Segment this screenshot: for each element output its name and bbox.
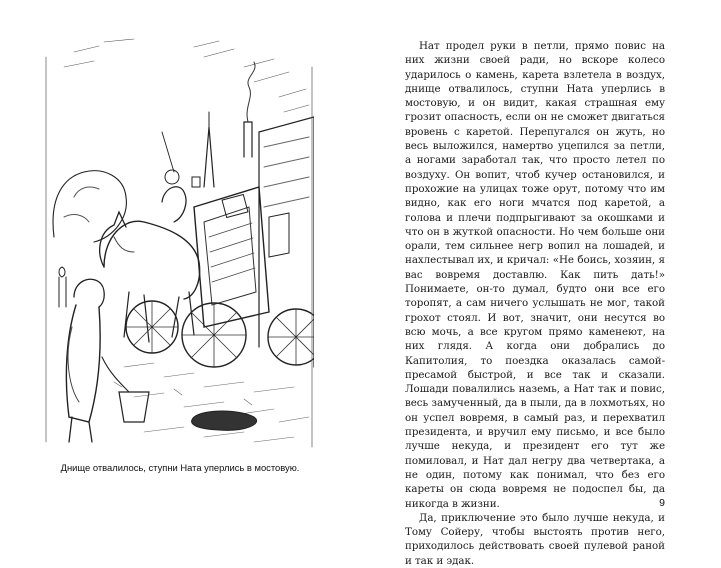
illustration-caption: Днище отвалилось, ступни Ната уперлись в мостовую. <box>60 462 300 473</box>
book-illustration-carriage-icon <box>44 37 314 453</box>
paragraph: Да, приключение это было лучше некуда, и Тому Сойеру, чтобы выстоять против него, приходилось действовать своей пулевой раной и так и эдак. <box>405 511 665 567</box>
text-column <box>405 39 665 568</box>
paragraph: Нат продел руки в петли, прямо повис на них жизни своей ради, но вскоре колесо ударилось о камень, карета взлетела в воздух, днище отвалилось, ступни Ната уперлись в мостовую, и он видит, какая страшная ему грозит опасность, если он не сможет двигаться вровень с каретой. Перепугался он жуть, но весь выложился, намертво уцепился за петли, а ногами заработал так, что просто летел по воздуху. Он вопит, чтоб кучер остановился, и прохожие на улицах тоже орут, потому что им видно, как его ноги мчатся под каретой, а голова и плечи подпрыгивают за окошками и что он в жуткой опасности. Но чем больше они орали, тем сильнее негр вопил на лошадей, и нахлестывал их, и кричал: «Не боись, хозяин, я вас вовремя доставлю. Как пить дать!» Понимаете, он-то думал, будто они все его торопят, а сам ничего услышать не мог, такой грохот стоял. И вот, значит, они несутся во всю мочь, а все кругом прямо каменеют, на них глядя. А когда они добрались до Капитолия, то поездка оказалась самой-пресамой быстрой, и все так и сказали. Лошади повалились наземь, а Нат так и повис, весь замученный, да в пыли, да в лохмотьях, но он успел вовремя, в самый раз, и перехватил президента, и вручил ему письмо, и все было лучше некуда, и президент его тут же помиловал, и Нат дал негру два четвертака, а не один, потому как понимал, что без его кареты он сюда вовремя не подоспел бы, да никогда в жизни. <box>405 40 665 510</box>
page-number: 9 <box>659 497 665 509</box>
carriage-illustration <box>44 37 314 453</box>
